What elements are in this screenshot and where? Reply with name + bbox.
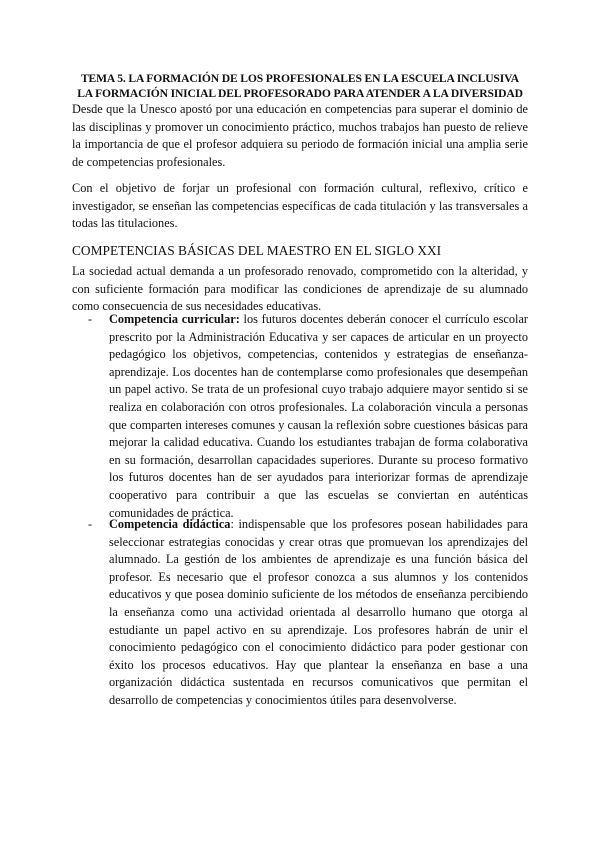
item-term: Competencia curricular:: [109, 312, 240, 326]
list-item-text: [109, 516, 528, 710]
title-line-2: LA FORMACIÓN INICIAL DEL PROFESORADO PARA ATENDER A LA DIVERSIDAD: [77, 87, 523, 100]
list-item-text: [109, 311, 528, 522]
list-bullet: -: [88, 312, 93, 326]
section-heading: COMPETENCIAS BÁSICAS DEL MAESTRO EN EL SIGLO XXI: [72, 243, 442, 258]
item-description: : indispensable que los profesores posean habilidades para seleccionar estrategias conocidas y crear otras que promuevan los aprendizajes del alumnado. La gestión de los ambientes de aprendizaje es una función básica del profesor. Es necesario que el profesor conozca a sus alumnos y los contenidos educativos y que posea dominio suficiente de los métodos de enseñanza percibiendo la enseñanza como una actividad orientada al desarrollo humano que otorga al estudiante un papel activo en su aprendizaje. Los profesores habrán de unir el conocimiento pedagógico con el conocimiento didáctico para poder gestionar con éxito los procesos educativos. Hay que plantear la enseñanza en base a una organización didáctica sustentada en recursos comunicativos que permitan el desarrollo de competencias y conocimientos útiles para desenvolverse.: [109, 517, 528, 707]
list-bullet: -: [88, 517, 93, 531]
intro-paragraph-2: Con el objetivo de forjar un profesional con formación cultural, reflexivo, crítico e investigador, se enseñan las competencias específicas de cada titulación y las transversales a todas las titulaciones.: [72, 181, 528, 231]
item-description: los futuros docentes deberán conocer el currículo escolar prescrito por la Administración Educativa y ser capaces de articular en un proyecto pedagógico los objetivos, competencias, contenidos y estrategias de enseñanza-aprendizaje. Los docentes han de contemplarse como profesionales que desempeñan un papel activo. Se trata de un profesional cuyo trabajo adquiere mayor sentido si se realiza en colaboración con otros profesionales. La colaboración vincula a personas que comparten intereses comunes y causan la reflexión sobre cuestiones básicas para mejorar la calidad educativa. Cuando los estudiantes trabajan de forma colaborativa en su formación, desarrollan capacidades superiores. Durante su proceso formativo los futuros docentes han de ser ayudados para interiorizar formas de aprendizaje cooperativo para contribuir a que las escuelas se conviertan en auténticas comunidades de práctica.: [109, 312, 528, 520]
intro-paragraph-1: Desde que la Unesco apostó por una educación en competencias para superar el dominio de las disciplinas y promover un conocimiento práctico, muchos trabajos han puesto de relieve la importancia de que el profesor adquiera su periodo de formación inicial una amplia serie de competencias profesionales.: [72, 102, 528, 169]
item-term: Competencia didáctica: [109, 517, 231, 531]
document-title: [72, 71, 528, 101]
title-line-1: TEMA 5. LA FORMACIÓN DE LOS PROFESIONALES EN LA ESCUELA INCLUSIVA: [80, 72, 520, 85]
list-item: [88, 311, 528, 522]
section-intro-paragraph: La sociedad actual demanda a un profesorado renovado, comprometido con la alteridad, y con suficiente formación para modificar las condiciones de aprendizaje de su alumnado como consecuencia de sus necesidades educativas.: [72, 264, 528, 314]
list-item: [88, 516, 528, 710]
